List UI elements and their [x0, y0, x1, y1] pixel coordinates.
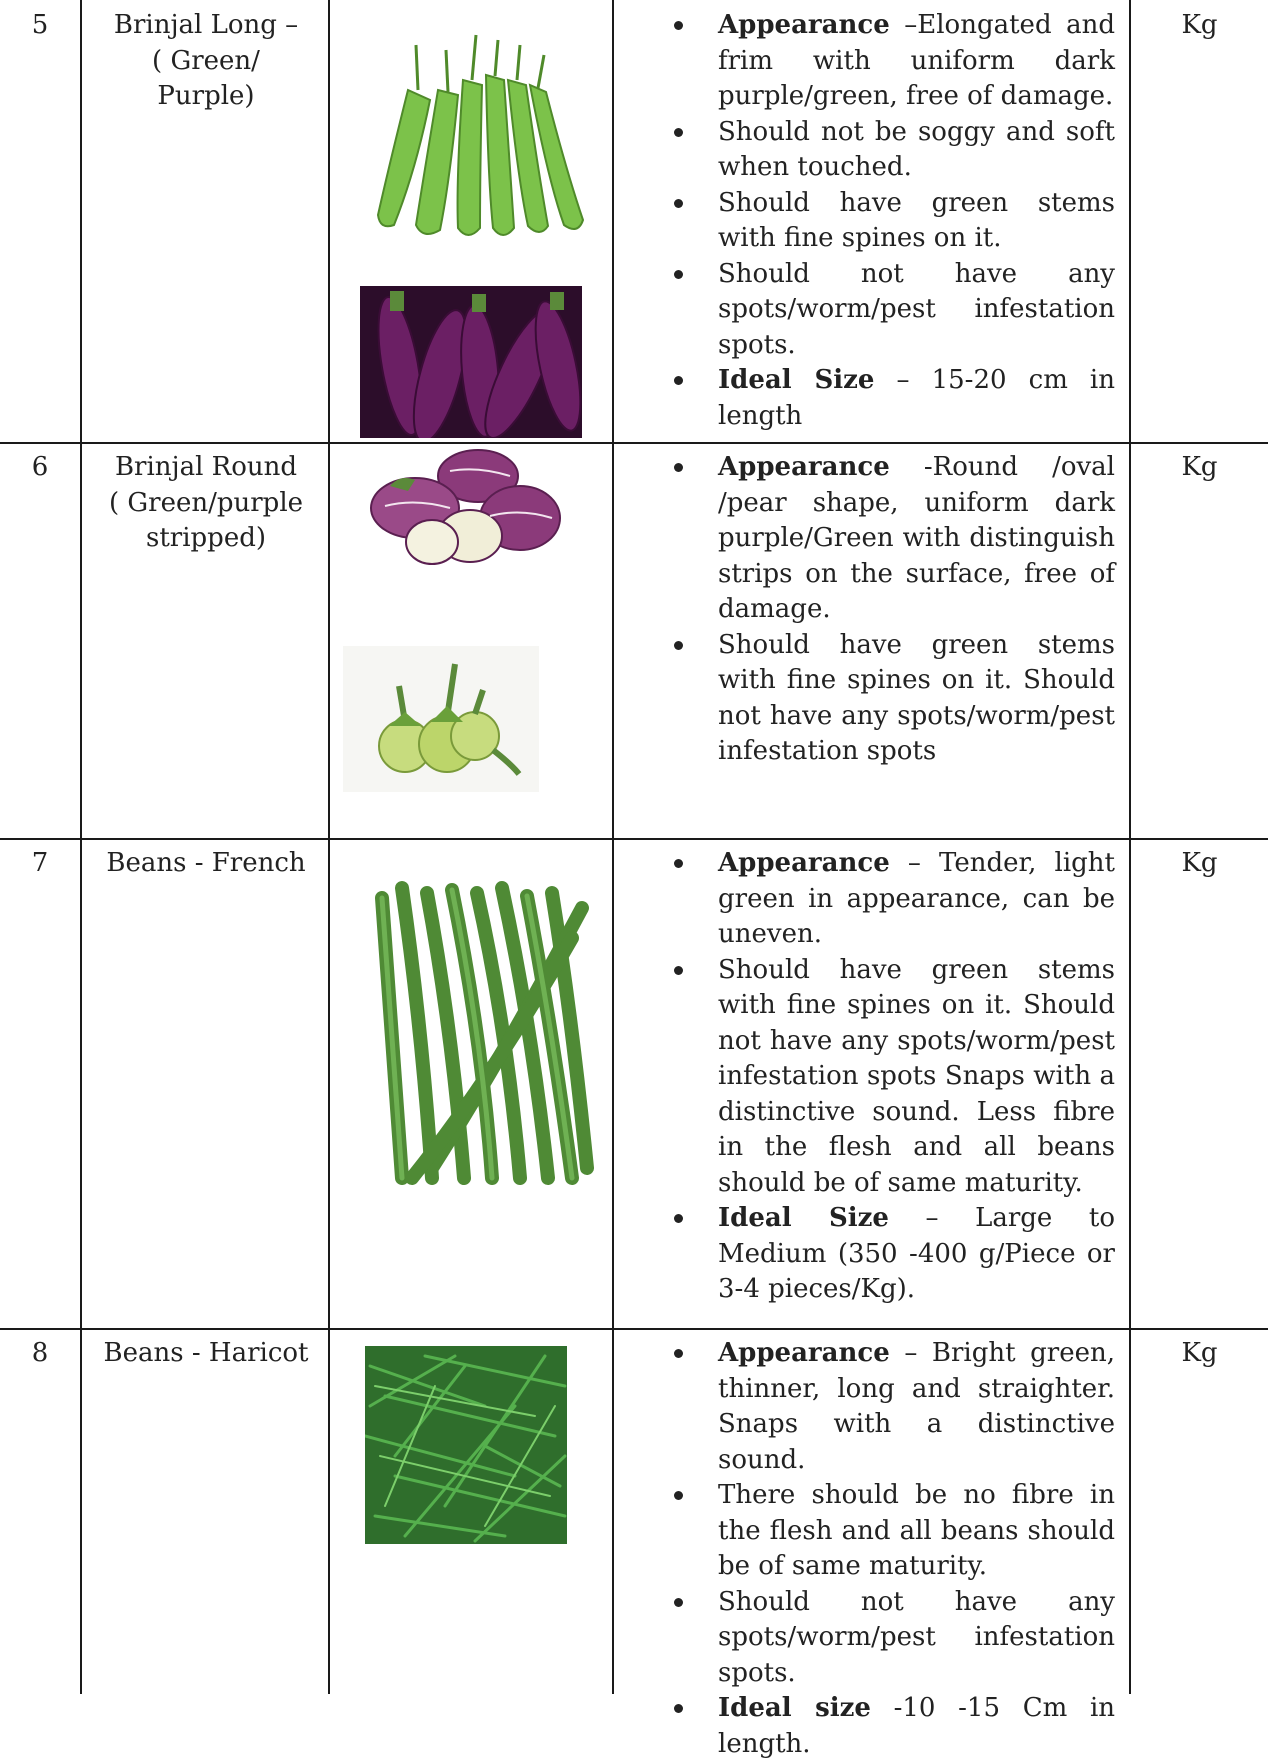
- row-number: 7: [31, 848, 49, 878]
- haricot-beans-photo: [365, 1346, 567, 1544]
- green-round-brinjal-photo: [343, 646, 539, 792]
- row-number: 6: [31, 452, 49, 482]
- item-name: Beans - Haricot: [103, 1338, 309, 1368]
- french-beans-photo: [372, 878, 594, 1188]
- list-item: Appearance -Round /oval /pear shape, uniform dark purple/Green with distinguish strips on the surface, free of damage.: [614, 450, 1115, 628]
- item-name: Beans - French: [106, 848, 306, 878]
- list-item: Should not have any spots/worm/pest infestation spots.: [614, 1585, 1115, 1692]
- unit-label: Kg: [1181, 1338, 1218, 1368]
- unit-label: Kg: [1181, 452, 1218, 482]
- purple-long-brinjal-photo: [360, 286, 582, 438]
- row-divider: [0, 442, 1268, 444]
- description-cell: [614, 450, 1115, 770]
- list-item: Ideal size -10 -15 Cm in length.: [614, 1691, 1115, 1762]
- item-name: Brinjal Long – ( Green/ Purple): [113, 10, 299, 111]
- list-item: Appearance – Tender, light green in appearance, can be uneven.: [614, 846, 1115, 953]
- striped-round-brinjal-photo: [360, 446, 570, 566]
- description-cell: [614, 846, 1115, 1308]
- list-item: Ideal Size – 15-20 cm in length: [614, 363, 1115, 434]
- description-cell: [614, 1336, 1115, 1762]
- column-divider: [328, 0, 330, 1694]
- unit-label: Kg: [1181, 848, 1218, 878]
- list-item: Appearance –Elongated and frim with uniform dark purple/green, free of damage.: [614, 8, 1115, 115]
- list-item: Should have green stems with fine spines on it. Should not have any spots/worm/pest infestation spots: [614, 628, 1115, 770]
- column-divider: [80, 0, 82, 1694]
- row-divider: [0, 1328, 1268, 1330]
- item-name: Brinjal Round ( Green/purple stripped): [108, 452, 304, 553]
- unit-label: Kg: [1181, 10, 1218, 40]
- green-long-brinjal-photo: [368, 30, 604, 240]
- list-item: Should have green stems with fine spines on it.: [614, 186, 1115, 257]
- list-item: Should not be soggy and soft when touched.: [614, 115, 1115, 186]
- description-cell: [614, 8, 1115, 434]
- list-item: Appearance – Bright green, thinner, long and straighter. Snaps with a distinctive sound.: [614, 1336, 1115, 1478]
- row-number: 8: [31, 1338, 49, 1368]
- row-number: 5: [31, 10, 49, 40]
- list-item: Ideal Size – Large to Medium (350 -400 g/Piece or 3-4 pieces/Kg).: [614, 1201, 1115, 1308]
- list-item: Should not have any spots/worm/pest infestation spots.: [614, 257, 1115, 364]
- row-divider: [0, 838, 1268, 840]
- list-item: There should be no fibre in the flesh and all beans should be of same maturity.: [614, 1478, 1115, 1585]
- list-item: Should have green stems with fine spines on it. Should not have any spots/worm/pest infestation spots Snaps with a distinctive sound. Less fibre in the flesh and all beans should be of same maturity.: [614, 953, 1115, 1202]
